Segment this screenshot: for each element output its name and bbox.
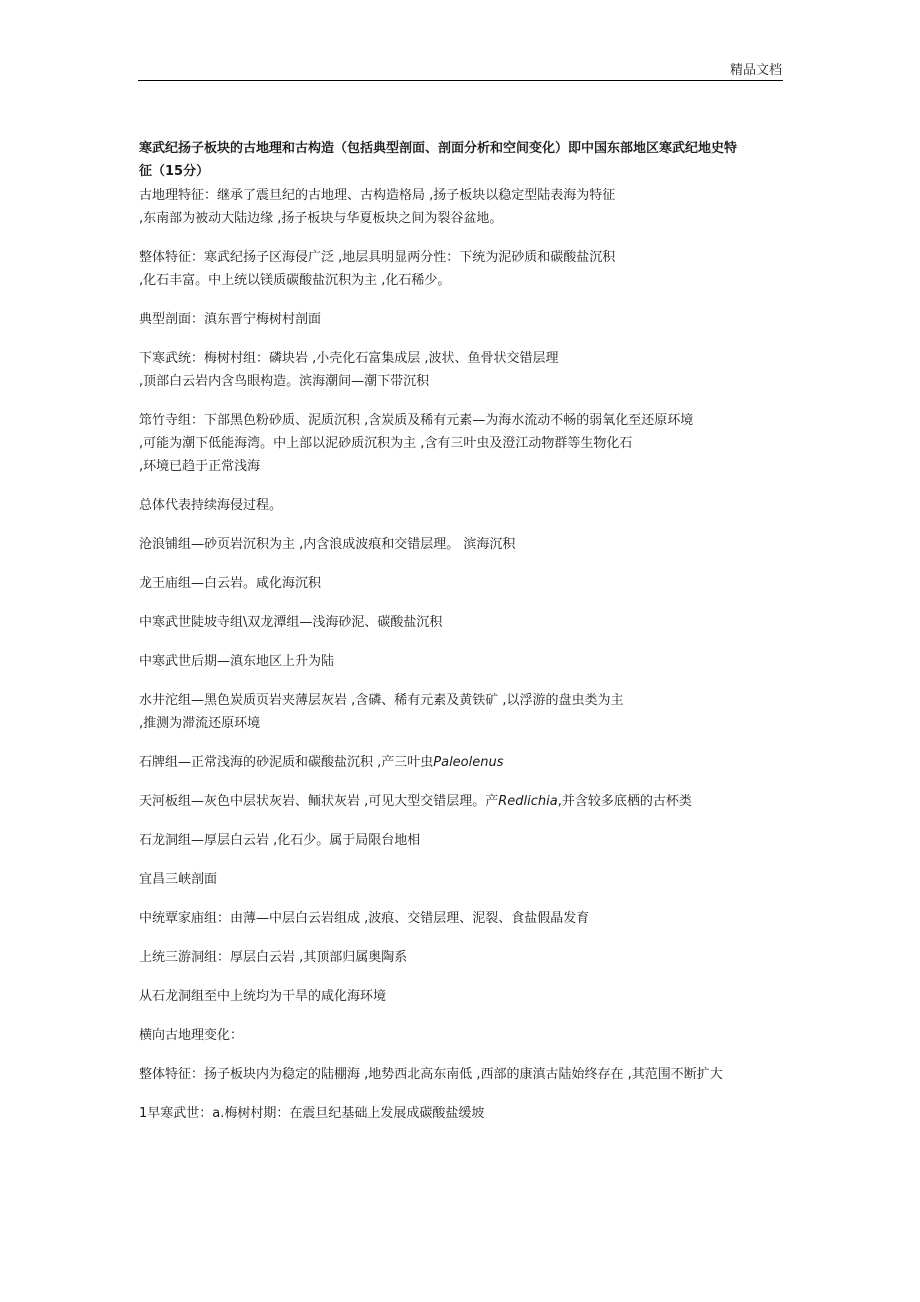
text-run: ,并含较多底栖的古杯类	[557, 794, 692, 809]
paragraph-tianheban	[139, 790, 784, 813]
paragraph-shuijingtuo	[139, 689, 784, 735]
text-line: ,推测为滞流还原环境	[139, 716, 261, 731]
paragraph-shipai	[139, 751, 784, 774]
paragraph-sanyoudong: 上统三游洞组：厚层白云岩 ,其顶部归属奥陶系	[139, 950, 408, 965]
header-rule	[138, 80, 783, 81]
text-run: 天河板组—灰色中层状灰岩、鲕状灰岩 ,可见大型交错层理。产	[139, 794, 499, 809]
paragraph-doupo: 中寒武世陡坡寺组\双龙潭组—浅海砂泥、碳酸盐沉积	[139, 615, 443, 630]
paragraph-lateral-overall: 整体特征：扬子板块内为稳定的陆棚海 ,地势西北高东南低 ,西部的康滇古陆始终存在 ,其范围不断扩大	[139, 1067, 723, 1082]
paragraph-yichang: 宜昌三峡剖面	[139, 872, 218, 887]
paragraph-transgression: 总体代表持续海侵过程。	[139, 498, 283, 513]
fossil-name: Redlichia	[498, 794, 558, 809]
text-line: 筇竹寺组：下部黑色粉砂质、泥质沉积 ,含炭质及稀有元素—为海水流动不畅的弱氧化至还原环境	[139, 413, 694, 428]
document-title	[139, 137, 784, 183]
paragraph-arid: 从石龙洞组至中上统均为干旱的咸化海环境	[139, 989, 387, 1004]
text-line: ,可能为潮下低能海湾。中上部以泥砂质沉积为主 ,含有三叶虫及澄江动物群等生物化石	[139, 436, 633, 451]
document-body	[139, 137, 784, 1141]
fossil-name: Paleolenus	[433, 755, 504, 770]
text-line: 古地理特征：继承了震旦纪的古地理、古构造格局 ,扬子板块以稳定型陆表海为特征	[139, 188, 616, 203]
text-line: 下寒武统：梅树村组：磷块岩 ,小壳化石富集成层 ,波状、鱼骨状交错层理	[139, 351, 559, 366]
text-run: 石牌组—正常浅海的砂泥质和碳酸盐沉积 ,产三叶虫	[139, 755, 434, 770]
text-line: ,化石丰富。中上统以镁质碳酸盐沉积为主 ,化石稀少。	[139, 273, 451, 288]
paragraph-lateral-heading: 横向古地理变化：	[139, 1028, 244, 1043]
paragraph-lower-cambrian	[139, 347, 784, 393]
text-line: ,顶部白云岩内含鸟眼构造。滨海潮间—潮下带沉积	[139, 374, 430, 389]
paragraph-canglangpu: 沧浪铺组—砂页岩沉积为主 ,内含浪成波痕和交错层理。 滨海沉积	[139, 537, 516, 552]
paragraph-longwangmiao: 龙王庙组—白云岩。咸化海沉积	[139, 576, 322, 591]
paragraph-typical-section: 典型剖面：滇东晋宁梅树村剖面	[139, 312, 322, 327]
text-line: ,环境已趋于正常浅海	[139, 459, 261, 474]
paragraph-uplift: 中寒武世后期—滇东地区上升为陆	[139, 654, 335, 669]
paragraph-overall	[139, 246, 784, 292]
paragraph-shilongdong: 石龙洞组—厚层白云岩 ,化石少。属于局限台地相	[139, 833, 421, 848]
paragraph-paleogeography	[139, 184, 784, 230]
paragraph-qiongzhusi	[139, 409, 784, 478]
title-line: 寒武纪扬子板块的古地理和古构造（包括典型剖面、剖面分析和空间变化）即中国东部地区寒武纪地史特	[139, 141, 738, 156]
header-label: 精品文档	[729, 63, 782, 78]
text-line: 水井沱组—黑色炭质页岩夹薄层灰岩 ,含磷、稀有元素及黄铁矿 ,以浮游的盘虫类为主	[139, 693, 624, 708]
paragraph-qinjiamiao: 中统覃家庙组：由薄—中层白云岩组成 ,波痕、交错层理、泥裂、食盐假晶发育	[139, 911, 590, 926]
text-line: 整体特征：寒武纪扬子区海侵广泛 ,地层具明显两分性：下统为泥砂质和碳酸盐沉积	[139, 250, 616, 265]
title-line: 征（15分）	[139, 164, 210, 179]
paragraph-early-cambrian: 1早寒武世：a.梅树村期：在震旦纪基础上发展成碳酸盐缓坡	[139, 1106, 485, 1121]
text-line: ,东南部为被动大陆边缘 ,扬子板块与华夏板块之间为裂谷盆地。	[139, 211, 503, 226]
